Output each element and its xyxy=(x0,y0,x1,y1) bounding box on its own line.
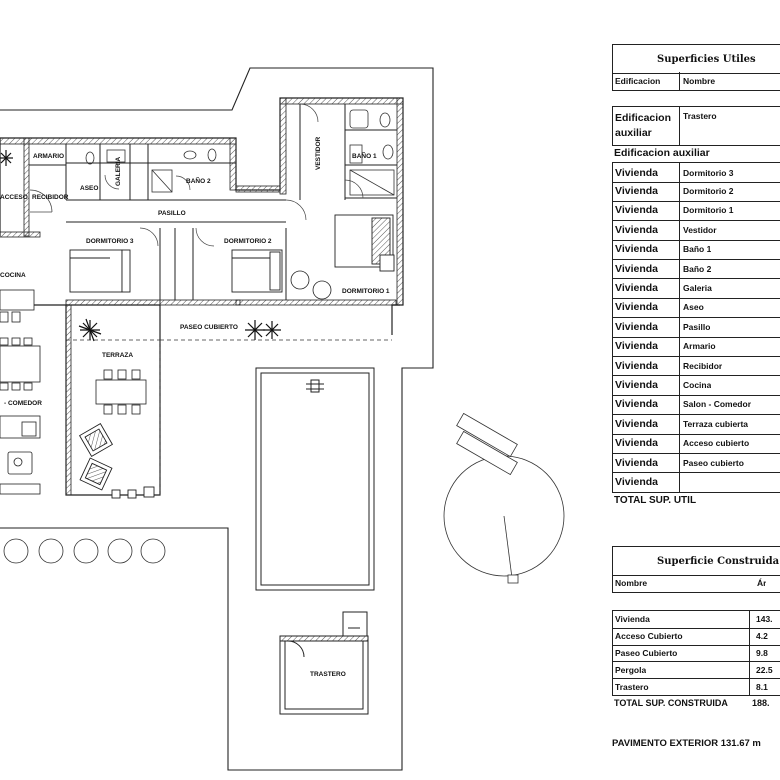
construida-title: Superficie Construida xyxy=(657,555,780,567)
label-bano-2: BAÑO 2 xyxy=(186,178,211,185)
table-row xyxy=(612,317,780,337)
table-row xyxy=(612,414,780,434)
header-area: Ár xyxy=(757,578,767,588)
row-building: Vivienda xyxy=(615,282,658,295)
table-row xyxy=(612,356,780,376)
table-row xyxy=(612,395,780,415)
table-row xyxy=(612,240,780,260)
row-name: Recibidor xyxy=(679,356,722,375)
label-vestidor: VESTIDOR xyxy=(315,136,322,170)
table-row xyxy=(612,453,780,473)
total-construida-row xyxy=(612,694,780,712)
plants xyxy=(0,150,281,341)
row-building: Vivienda xyxy=(615,437,658,450)
label-dormitorio-1: DORMITORIO 1 xyxy=(342,288,390,295)
label-aseo: ASEO xyxy=(80,185,99,192)
construida-rows xyxy=(612,610,780,692)
kitchen-salon-furniture xyxy=(0,290,40,494)
row-name: Acceso Cubierto xyxy=(615,631,683,642)
row-name: Dormitorio 1 xyxy=(679,201,734,220)
superficies-utiles-table xyxy=(612,44,780,514)
row-name: Cocina xyxy=(679,375,711,394)
label-dormitorio-3: DORMITORIO 3 xyxy=(86,238,134,245)
aux-building: Edificacion auxiliar xyxy=(615,112,672,139)
label-paseo-cubierto: PASEO CUBIERTO xyxy=(180,324,238,331)
row-building: Vivienda xyxy=(615,320,658,333)
table-row xyxy=(612,661,780,679)
label-acceso: ACCESO xyxy=(0,194,28,201)
umbrella-and-loungers xyxy=(444,413,564,583)
row-area: 8.1 xyxy=(749,678,768,695)
table-row xyxy=(612,201,780,221)
table-row xyxy=(612,611,780,629)
total-construida-label: TOTAL SUP. CONSTRUIDA xyxy=(614,698,728,708)
table-title: Superficies Utiles xyxy=(657,53,756,65)
header-edificacion: Edificacion xyxy=(615,76,661,86)
row-name: Dormitorio 3 xyxy=(679,163,734,182)
total-util-row xyxy=(612,490,780,510)
row-name: Baño 1 xyxy=(679,240,711,259)
row-name: Terraza cubierta xyxy=(679,414,748,433)
row-name: Trastero xyxy=(615,681,649,692)
bathroom-fixtures xyxy=(86,110,394,195)
row-building: Vivienda xyxy=(615,301,658,314)
row-name: Pergola xyxy=(615,664,647,675)
header-nombre: Nombre xyxy=(615,578,648,588)
terrace-dining-set xyxy=(96,370,146,414)
label-galeria: GALERIA xyxy=(115,156,122,186)
row-building: Vivienda xyxy=(615,476,658,489)
pavimento-exterior: PAVIMENTO EXTERIOR 131.67 m xyxy=(612,738,761,749)
row-building: Vivienda xyxy=(615,417,658,430)
row-name: Acceso cubierto xyxy=(679,434,749,453)
armchairs xyxy=(291,271,331,299)
label-recibidor: RECIBIDOR xyxy=(32,194,69,201)
row-name: Salon - Comedor xyxy=(679,395,751,414)
row-building: Vivienda xyxy=(615,340,658,353)
table-row xyxy=(612,434,780,454)
row-name xyxy=(679,472,683,491)
label-cocina: COCINA xyxy=(0,272,26,279)
label-terraza: TERRAZA xyxy=(102,352,134,359)
table-title-row xyxy=(612,44,780,74)
row-name: Baño 2 xyxy=(679,259,711,278)
table-header-row xyxy=(612,72,780,91)
aux-subtotal-row xyxy=(612,144,780,162)
row-building: Vivienda xyxy=(615,204,658,217)
row-building: Vivienda xyxy=(615,359,658,372)
row-area: 9.8 xyxy=(749,645,768,662)
label-salon-comedor: - COMEDOR xyxy=(4,400,42,407)
row-name: Vestidor xyxy=(679,220,717,239)
table-row xyxy=(612,298,780,318)
construida-header-row xyxy=(612,574,780,593)
table-row xyxy=(612,181,780,201)
label-dormitorio-2: DORMITORIO 2 xyxy=(224,238,272,245)
row-building: Vivienda xyxy=(615,166,658,179)
table-row xyxy=(612,337,780,357)
row-name: Galeria xyxy=(679,278,712,297)
aux-name: Trastero xyxy=(679,107,717,145)
row-name: Pasillo xyxy=(679,317,710,336)
row-building: Vivienda xyxy=(615,398,658,411)
terrace-loungers xyxy=(80,424,154,498)
garden-stepping-stones xyxy=(4,539,165,563)
superficie-construida-table xyxy=(612,546,780,746)
row-name: Dormitorio 2 xyxy=(679,181,734,200)
table-row xyxy=(612,645,780,663)
beds xyxy=(70,215,394,292)
door-swings xyxy=(30,104,363,246)
row-area: 143. xyxy=(749,611,773,628)
header-nombre: Nombre xyxy=(679,72,715,90)
aux-row xyxy=(612,106,780,146)
label-trastero: TRASTERO xyxy=(310,671,346,678)
aux-subtotal: Edificacion auxiliar xyxy=(614,147,710,159)
label-bano-1: BAÑO 1 xyxy=(352,153,377,160)
row-name: Paseo cubierto xyxy=(679,453,744,472)
total-util-label: TOTAL SUP. UTIL xyxy=(614,494,697,506)
row-building: Vivienda xyxy=(615,185,658,198)
label-armario: ARMARIO xyxy=(33,153,65,160)
row-building: Vivienda xyxy=(615,243,658,256)
table-row xyxy=(612,375,780,395)
table-row xyxy=(612,628,780,646)
row-name: Armario xyxy=(679,337,716,356)
label-pasillo: PASILLO xyxy=(158,210,186,217)
table-row xyxy=(612,259,780,279)
total-construida-value: 188. xyxy=(752,698,770,708)
storage-room xyxy=(280,612,368,714)
row-area: 22.5 xyxy=(749,661,773,678)
table-row xyxy=(612,278,780,298)
row-area: 4.2 xyxy=(749,628,768,645)
row-building: Vivienda xyxy=(615,379,658,392)
row-name: Aseo xyxy=(679,298,704,317)
row-name: Paseo Cubierto xyxy=(615,647,678,658)
row-building: Vivienda xyxy=(615,456,658,469)
swimming-pool xyxy=(256,368,374,590)
table-row xyxy=(612,220,780,240)
row-building: Vivienda xyxy=(615,223,658,236)
row-building: Vivienda xyxy=(615,262,658,275)
construida-title-row xyxy=(612,546,780,576)
row-name: Vivienda xyxy=(615,614,650,625)
interior-walls xyxy=(0,104,397,305)
table-row xyxy=(612,162,780,183)
